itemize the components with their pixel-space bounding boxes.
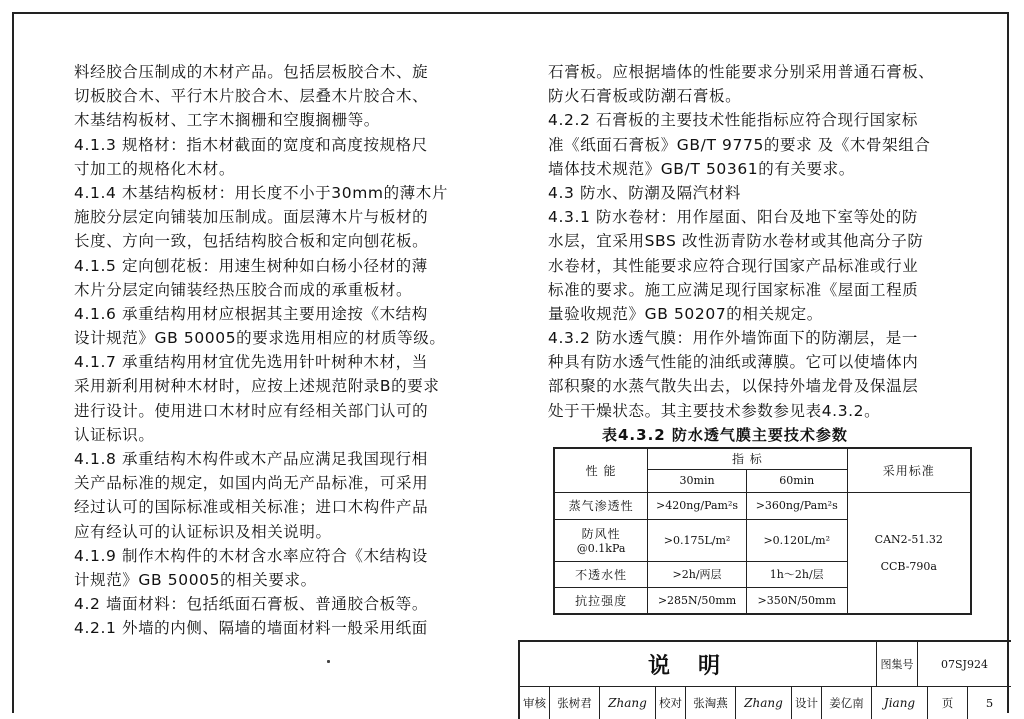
row-value-30: >285N/50mm xyxy=(648,587,747,614)
review-signature: Zhang xyxy=(600,687,656,719)
title-block xyxy=(518,640,1011,719)
text-line: 认证标识。 xyxy=(74,425,155,444)
text-line: 4.2 墙面材料：包括纸面石膏板、普通胶合板等。 xyxy=(74,595,428,614)
text-line: 4.1.5 定向刨花板：用速生树种如白杨小径材的薄 xyxy=(74,256,428,275)
left-text-column xyxy=(74,60,474,641)
text-line: 料经胶合压制成的木材产品。包括层板胶合木、旋 xyxy=(74,63,429,81)
design-label: 设计 xyxy=(792,687,822,719)
signature-row xyxy=(520,687,1011,719)
standard-2: CCB-790a xyxy=(880,559,937,573)
header-60min: 60min xyxy=(746,469,847,492)
atlas-number-label: 图集号 xyxy=(877,642,918,687)
text-line: 4.2.1 外墙的内侧、隔墙的墙面材料一般采用纸面 xyxy=(74,619,428,638)
text-line: 经过认可的国际标准或相关标准；进口木构件产品 xyxy=(74,498,429,517)
text-line: 4.1.8 承重结构木构件或木产品应满足我国现行相 xyxy=(74,450,428,468)
spec-table xyxy=(553,447,972,615)
text-line: 设计规范》GB 50005的要求选用相应的材质等级。 xyxy=(74,329,446,348)
text-line: 防火石膏板或防潮石膏板。 xyxy=(548,87,742,106)
text-line: 切板胶合木、平行木片胶合木、层叠木片胶合木、 xyxy=(74,87,429,106)
row-value-60: >0.120L/m² xyxy=(746,519,847,561)
row-name xyxy=(554,519,648,561)
text-line: 石膏板。应根据墙体的性能要求分别采用普通石膏板、 xyxy=(548,63,935,81)
text-line: 木片分层定向铺装经热压胶合而成的承重板材。 xyxy=(74,280,413,299)
scan-speck xyxy=(327,660,330,663)
text-line: 4.1.4 木基结构板材：用长度不小于30mm的薄木片 xyxy=(74,183,448,202)
row-value-30: >2h/两层 xyxy=(648,561,747,587)
header-property: 性 能 xyxy=(554,448,648,492)
text-line: 准《纸面石膏板》GB/T 9775的要求 及《木骨架组合 xyxy=(548,135,931,154)
check-signature: Zhang xyxy=(736,687,792,719)
text-line: 进行设计。使用进口木材时应有经相关部门认可的 xyxy=(74,401,429,420)
text-line: 寸加工的规格化木材。 xyxy=(74,159,236,178)
text-line: 4.1.3 规格材：指木材截面的宽度和高度按规格尺 xyxy=(74,135,428,154)
drawing-title: 说明 xyxy=(520,642,877,687)
row-name-line2: @0.1kPa xyxy=(576,542,626,555)
header-standard: 采用标准 xyxy=(847,448,971,492)
row-name: 不透水性 xyxy=(554,561,648,587)
text-line: 4.2.2 石膏板的主要技术性能指标应符合现行国家标 xyxy=(548,111,918,130)
text-line: 计规范》GB 50005的相关要求。 xyxy=(74,570,317,589)
text-line: 种具有防水透气性能的油纸或薄膜。它可以使墙体内 xyxy=(548,353,919,372)
row-value-30: >0.175L/m² xyxy=(648,519,747,561)
text-line: 应有经认可的认证标识及相关说明。 xyxy=(74,522,332,541)
row-value-60: 1h～2h/层 xyxy=(746,561,847,587)
row-value-60: >350N/50mm xyxy=(746,587,847,614)
header-30min: 30min xyxy=(648,469,747,492)
standard-1: CAN2-51.32 xyxy=(874,532,943,546)
row-value-30: >420ng/Pam²s xyxy=(648,492,747,519)
text-line: 木基结构板材、工字木搁栅和空腹搁栅等。 xyxy=(74,111,380,130)
text-line: 水层，宜采用SBS 改性沥青防水卷材或其他高分子防 xyxy=(548,232,924,251)
design-signature: Jiang xyxy=(872,687,928,719)
standard-cell xyxy=(847,492,971,614)
text-line: 水卷材，其性能要求应符合现行国家产品标准或行业 xyxy=(548,256,919,275)
text-line: 4.3.2 防水透气膜：用作外墙饰面下的防潮层，是一 xyxy=(548,329,918,348)
row-name: 抗拉强度 xyxy=(554,587,648,614)
text-line: 量验收规范》GB 50207的相关规定。 xyxy=(548,304,823,323)
text-line: 4.1.6 承重结构用材应根据其主要用途按《木结构 xyxy=(74,304,428,323)
check-name: 张淘燕 xyxy=(686,687,736,719)
text-line: 关产品标准的规定，如国内尚无产品标准，可采用 xyxy=(74,474,429,493)
text-line: 墙体技术规范》GB/T 50361的有关要求。 xyxy=(548,159,855,178)
text-line: 处于干燥状态。其主要技术参数参见表4.3.2。 xyxy=(548,401,881,420)
table-caption: 表4.3.2 防水透气膜主要技术参数 xyxy=(602,426,848,444)
row-value-60: >360ng/Pam²s xyxy=(746,492,847,519)
design-name: 姜亿南 xyxy=(822,687,872,719)
page-label: 页 xyxy=(928,687,968,719)
text-line: 4.3 防水、防潮及隔汽材料 xyxy=(548,183,741,202)
text-line: 采用新利用树种木材时，应按上述规范附录B的要求 xyxy=(74,377,440,396)
review-name: 张树君 xyxy=(550,687,600,719)
text-line: 4.3.1 防水卷材：用作屋面、阳台及地下室等处的防 xyxy=(548,208,918,227)
text-line: 施胶分层定向铺装加压制成。面层薄木片与板材的 xyxy=(74,208,429,227)
text-line: 4.1.7 承重结构用材宜优先选用针叶树种木材，当 xyxy=(74,353,428,372)
text-line: 4.1.9 制作木构件的木材含水率应符合《木结构设 xyxy=(74,546,428,565)
row-name-line1: 防风性 xyxy=(581,527,621,541)
atlas-number-value: 07SJ924 xyxy=(918,642,1011,687)
header-index: 指 标 xyxy=(648,448,847,469)
text-line: 标准的要求。施工应满足现行国家标准《屋面工程质 xyxy=(548,280,919,299)
page-value: 5 xyxy=(985,696,994,710)
check-label: 校对 xyxy=(656,687,686,719)
text-line: 部积聚的水蒸气散失出去，以保持外墙龙骨及保温层 xyxy=(548,377,919,396)
row-name: 蒸气渗透性 xyxy=(554,492,648,519)
right-text-column xyxy=(548,60,968,423)
text-line: 长度、方向一致，包括结构胶合板和定向刨花板。 xyxy=(74,232,429,251)
review-label: 审核 xyxy=(520,687,550,719)
